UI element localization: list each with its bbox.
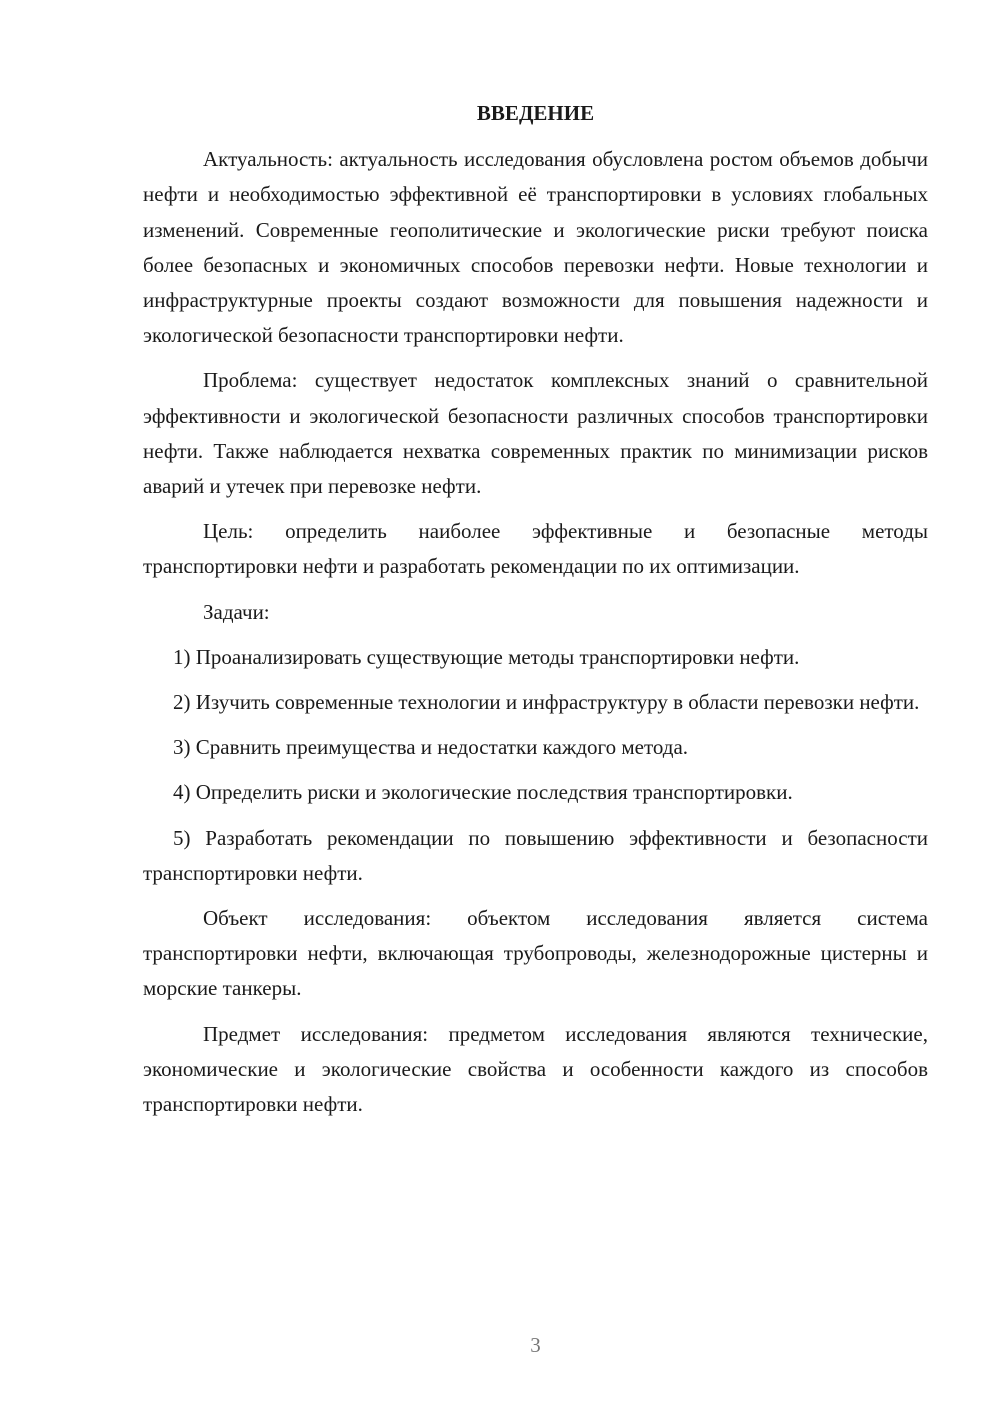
task-item: 4) Определить риски и экологические последствия транспортировки. <box>173 780 793 805</box>
tasks-label: Задачи: <box>203 599 270 624</box>
document-body <box>143 96 928 1132</box>
task-item: 5) Разработать рекомендации по повышению эффективности и безопасности транспортировки нефти. <box>143 825 928 885</box>
page-title: ВВЕДЕНИЕ <box>476 101 595 125</box>
relevance-paragraph: Актуальность: актуальность исследования обусловлена ростом объемов добычи нефти и необходимостью эффективной её транспортировки в условиях глобальных изменений. Современные геополитические и экологические риски требуют поиска более безопасных и экономичных способов перевозки нефти. Новые технологии и инфраструктурные проекты создают возможности для повышения надежности и экологической безопасности транспортировки нефти. <box>143 147 928 348</box>
goal-paragraph: Цель: определить наиболее эффективные и безопасные методы транспортировки нефти и разработать рекомендации по их оптимизации. <box>143 519 928 579</box>
subject-paragraph: Предмет исследования: предметом исследования являются технические, экономические и экологические свойства и особенности каждого из способов транспортировки нефти. <box>143 1021 928 1117</box>
object-paragraph: Объект исследования: объектом исследования является система транспортировки нефти, включающая трубопроводы, железнодорожные цистерны и морские танкеры. <box>143 906 928 1001</box>
task-item: 2) Изучить современные технологии и инфраструктуру в области перевозки нефти. <box>173 690 920 715</box>
task-item: 3) Сравнить преимущества и недостатки каждого метода. <box>173 735 689 760</box>
problem-paragraph: Проблема: существует недостаток комплексных знаний о сравнительной эффективности и экологической безопасности различных способов транспортировки нефти. Также наблюдается нехватка современных практик по минимизации рисков аварий и утечек при перевозке нефти. <box>143 368 928 499</box>
task-item: 1) Проанализировать существующие методы транспортировки нефти. <box>173 644 800 669</box>
page-number: 3 <box>530 1333 541 1357</box>
